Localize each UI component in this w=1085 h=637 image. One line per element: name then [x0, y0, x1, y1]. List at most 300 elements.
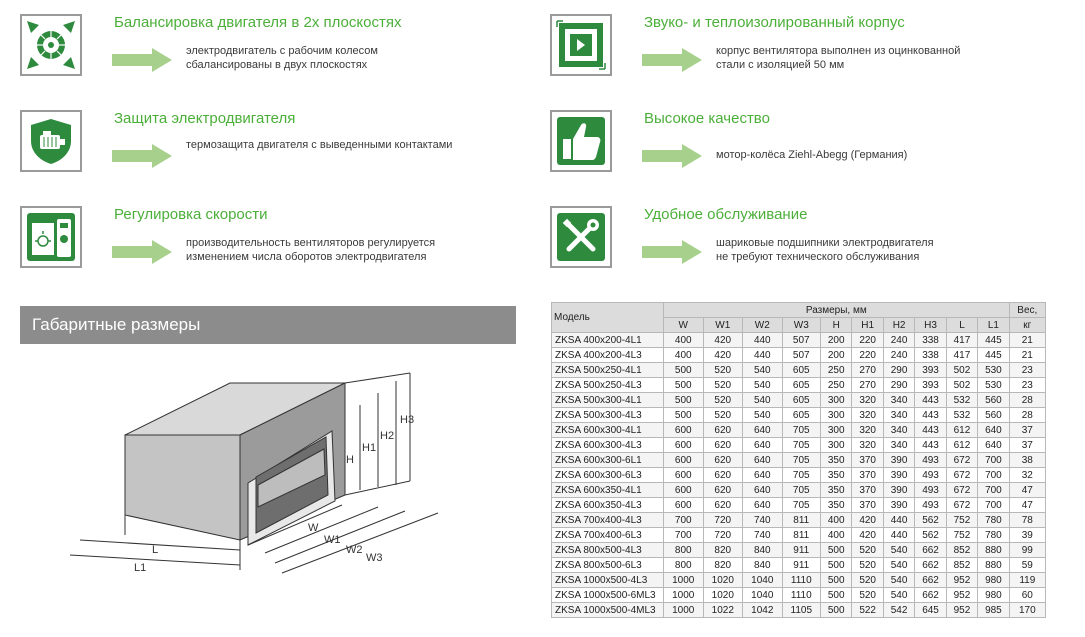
value-cell: 540	[883, 573, 914, 588]
value-cell: 390	[883, 468, 914, 483]
value-cell: 540	[743, 408, 783, 423]
value-cell: 220	[852, 348, 883, 363]
value-cell: 300	[821, 423, 852, 438]
value-cell: 493	[915, 483, 946, 498]
value-cell: 170	[1009, 603, 1045, 618]
value-cell: 240	[883, 348, 914, 363]
value-cell: 540	[743, 378, 783, 393]
value-cell: 300	[821, 408, 852, 423]
value-cell: 880	[978, 558, 1009, 573]
value-cell: 911	[782, 543, 820, 558]
value-cell: 1110	[782, 588, 820, 603]
value-cell: 532	[946, 393, 977, 408]
arrow-right-icon	[112, 48, 172, 72]
model-cell: ZKSA 1000x500-4ML3	[552, 603, 664, 618]
value-cell: 300	[821, 438, 852, 453]
specifications-table	[551, 302, 1046, 618]
value-cell: 420	[852, 513, 883, 528]
value-cell: 400	[821, 513, 852, 528]
value-cell: 350	[821, 483, 852, 498]
value-cell: 952	[946, 573, 977, 588]
value-cell: 540	[743, 363, 783, 378]
value-cell: 600	[664, 423, 704, 438]
column-header: H	[821, 318, 852, 333]
model-cell: ZKSA 700x400-4L3	[552, 513, 664, 528]
value-cell: 540	[883, 558, 914, 573]
value-cell: 752	[946, 513, 977, 528]
value-cell: 672	[946, 498, 977, 513]
value-cell: 620	[703, 423, 743, 438]
value-cell: 700	[978, 483, 1009, 498]
model-cell: ZKSA 500x250-4L3	[552, 378, 664, 393]
value-cell: 320	[852, 408, 883, 423]
value-cell: 440	[883, 513, 914, 528]
table-row	[552, 603, 1046, 618]
value-cell: 985	[978, 603, 1009, 618]
value-cell: 705	[782, 438, 820, 453]
feature-title: Удобное обслуживание	[644, 206, 808, 223]
value-cell: 522	[852, 603, 883, 618]
arrow-right-icon	[642, 240, 702, 264]
feature-description	[186, 44, 546, 72]
label-h2: H2	[380, 430, 395, 442]
column-header: W	[664, 318, 704, 333]
value-cell: 852	[946, 543, 977, 558]
table-row	[552, 588, 1046, 603]
label-h: H	[346, 454, 354, 466]
value-cell: 502	[946, 378, 977, 393]
value-cell: 605	[782, 408, 820, 423]
value-cell: 417	[946, 333, 977, 348]
feature-quality	[550, 110, 1070, 190]
value-cell: 560	[978, 393, 1009, 408]
value-cell: 612	[946, 423, 977, 438]
value-cell: 640	[743, 453, 783, 468]
value-cell: 420	[852, 528, 883, 543]
feature-title: Балансировка двигателя в 2х плоскостях	[114, 14, 402, 31]
value-cell: 612	[946, 438, 977, 453]
value-cell: 640	[743, 498, 783, 513]
value-cell: 390	[883, 453, 914, 468]
column-header: L1	[978, 318, 1009, 333]
column-header: L	[946, 318, 977, 333]
sizes-header: Размеры, мм	[664, 303, 1010, 318]
value-cell: 390	[883, 483, 914, 498]
table-row	[552, 408, 1046, 423]
model-cell: ZKSA 800x500-6L3	[552, 558, 664, 573]
value-cell: 270	[852, 363, 883, 378]
value-cell: 443	[915, 393, 946, 408]
label-w3: W3	[366, 552, 383, 564]
value-cell: 23	[1009, 378, 1045, 393]
value-cell: 493	[915, 468, 946, 483]
value-cell: 390	[883, 498, 914, 513]
weight-unit-header: кг	[1009, 318, 1045, 333]
value-cell: 28	[1009, 408, 1045, 423]
value-cell: 705	[782, 453, 820, 468]
value-cell: 500	[664, 363, 704, 378]
value-cell: 700	[978, 468, 1009, 483]
value-cell: 200	[821, 348, 852, 363]
label-w2: W2	[346, 544, 363, 556]
value-cell: 1040	[743, 573, 783, 588]
label-h1: H1	[362, 442, 377, 454]
value-cell: 37	[1009, 438, 1045, 453]
value-cell: 1042	[743, 603, 783, 618]
value-cell: 840	[743, 543, 783, 558]
feature-protection	[20, 110, 540, 190]
description-line: мотор-колёса Ziehl-Abegg (Германия)	[716, 149, 908, 161]
value-cell: 1000	[664, 588, 704, 603]
value-cell: 800	[664, 543, 704, 558]
value-cell: 290	[883, 363, 914, 378]
value-cell: 672	[946, 453, 977, 468]
value-cell: 880	[978, 543, 1009, 558]
feature-description	[716, 148, 1076, 162]
value-cell: 542	[883, 603, 914, 618]
table-row	[552, 573, 1046, 588]
column-header: H3	[915, 318, 946, 333]
model-cell: ZKSA 600x300-6L1	[552, 453, 664, 468]
feature-speed	[20, 206, 540, 286]
value-cell: 493	[915, 498, 946, 513]
description-line: корпус вентилятора выполнен из оцинкованной	[716, 45, 961, 57]
value-cell: 1105	[782, 603, 820, 618]
value-cell: 290	[883, 378, 914, 393]
value-cell: 720	[703, 513, 743, 528]
label-l: L	[152, 544, 159, 556]
value-cell: 740	[743, 528, 783, 543]
value-cell: 240	[883, 333, 914, 348]
value-cell: 840	[743, 558, 783, 573]
value-cell: 662	[915, 558, 946, 573]
value-cell: 980	[978, 573, 1009, 588]
model-cell: ZKSA 1000x500-4L3	[552, 573, 664, 588]
value-cell: 1040	[743, 588, 783, 603]
value-cell: 200	[821, 333, 852, 348]
value-cell: 23	[1009, 363, 1045, 378]
value-cell: 640	[743, 423, 783, 438]
feature-description	[716, 236, 1076, 264]
value-cell: 600	[664, 483, 704, 498]
value-cell: 520	[852, 588, 883, 603]
table-header-row	[552, 303, 1046, 318]
value-cell: 32	[1009, 468, 1045, 483]
value-cell: 800	[664, 558, 704, 573]
thumbs-up-icon	[550, 110, 612, 172]
model-cell: ZKSA 400x200-4L3	[552, 348, 664, 363]
value-cell: 220	[852, 333, 883, 348]
feature-insulation	[550, 14, 1070, 94]
value-cell: 500	[821, 573, 852, 588]
value-cell: 500	[664, 393, 704, 408]
value-cell: 393	[915, 378, 946, 393]
description-line: производительность вентиляторов регулируется	[186, 237, 436, 249]
model-cell: ZKSA 600x300-6L3	[552, 468, 664, 483]
value-cell: 445	[978, 333, 1009, 348]
value-cell: 620	[703, 438, 743, 453]
value-cell: 662	[915, 543, 946, 558]
model-cell: ZKSA 400x200-4L1	[552, 333, 664, 348]
value-cell: 417	[946, 348, 977, 363]
value-cell: 605	[782, 378, 820, 393]
table-row	[552, 453, 1046, 468]
value-cell: 420	[703, 348, 743, 363]
value-cell: 350	[821, 468, 852, 483]
motor-shield-icon	[20, 110, 82, 172]
value-cell: 300	[821, 393, 852, 408]
model-cell: ZKSA 500x300-4L3	[552, 408, 664, 423]
weight-header: Вес,	[1009, 303, 1045, 318]
value-cell: 705	[782, 423, 820, 438]
value-cell: 338	[915, 348, 946, 363]
feature-balance	[20, 14, 540, 94]
value-cell: 620	[703, 468, 743, 483]
insulated-box-icon	[550, 14, 612, 76]
feature-description	[186, 236, 546, 264]
value-cell: 520	[703, 393, 743, 408]
value-cell: 532	[946, 408, 977, 423]
label-w1: W1	[324, 534, 341, 546]
value-cell: 78	[1009, 513, 1045, 528]
model-cell: ZKSA 600x350-4L3	[552, 498, 664, 513]
label-h3: H3	[400, 414, 415, 426]
value-cell: 600	[664, 438, 704, 453]
arrow-right-icon	[642, 144, 702, 168]
value-cell: 338	[915, 333, 946, 348]
value-cell: 520	[703, 378, 743, 393]
value-cell: 645	[915, 603, 946, 618]
value-cell: 640	[743, 468, 783, 483]
value-cell: 520	[852, 573, 883, 588]
value-cell: 705	[782, 483, 820, 498]
table-row	[552, 423, 1046, 438]
value-cell: 500	[821, 543, 852, 558]
value-cell: 500	[664, 378, 704, 393]
value-cell: 520	[852, 543, 883, 558]
value-cell: 700	[978, 453, 1009, 468]
value-cell: 59	[1009, 558, 1045, 573]
model-cell: ZKSA 500x300-4L1	[552, 393, 664, 408]
description-line: термозащита двигателя с выведенными контактами	[186, 139, 453, 151]
description-line: электродвигатель с рабочим колесом	[186, 45, 378, 57]
table-row	[552, 363, 1046, 378]
table-row	[552, 513, 1046, 528]
model-cell: ZKSA 600x300-4L3	[552, 438, 664, 453]
model-cell: ZKSA 600x350-4L1	[552, 483, 664, 498]
value-cell: 60	[1009, 588, 1045, 603]
value-cell: 507	[782, 333, 820, 348]
value-cell: 720	[703, 528, 743, 543]
description-line: не требуют технического обслуживания	[716, 251, 920, 263]
value-cell: 605	[782, 393, 820, 408]
table-row	[552, 438, 1046, 453]
feature-description	[186, 138, 546, 152]
value-cell: 400	[821, 528, 852, 543]
value-cell: 37	[1009, 423, 1045, 438]
value-cell: 440	[743, 348, 783, 363]
value-cell: 500	[821, 588, 852, 603]
value-cell: 370	[852, 498, 883, 513]
value-cell: 600	[664, 453, 704, 468]
feature-title: Высокое качество	[644, 110, 770, 127]
table-row	[552, 558, 1046, 573]
value-cell: 540	[883, 588, 914, 603]
value-cell: 530	[978, 378, 1009, 393]
value-cell: 520	[703, 408, 743, 423]
value-cell: 99	[1009, 543, 1045, 558]
value-cell: 350	[821, 453, 852, 468]
value-cell: 662	[915, 573, 946, 588]
value-cell: 400	[664, 348, 704, 363]
value-cell: 852	[946, 558, 977, 573]
column-header: W1	[703, 318, 743, 333]
dimensions-header: Габаритные размеры	[20, 306, 516, 344]
description-line: стали с изоляцией 50 мм	[716, 59, 845, 71]
value-cell: 620	[703, 483, 743, 498]
value-cell: 370	[852, 453, 883, 468]
value-cell: 820	[703, 543, 743, 558]
feature-description	[716, 44, 1076, 72]
value-cell: 493	[915, 453, 946, 468]
table-row	[552, 498, 1046, 513]
arrow-right-icon	[112, 240, 172, 264]
table-row	[552, 528, 1046, 543]
value-cell: 400	[664, 333, 704, 348]
value-cell: 320	[852, 438, 883, 453]
value-cell: 705	[782, 468, 820, 483]
value-cell: 911	[782, 558, 820, 573]
model-header: Модель	[552, 303, 664, 333]
column-header: H1	[852, 318, 883, 333]
value-cell: 952	[946, 603, 977, 618]
value-cell: 270	[852, 378, 883, 393]
value-cell: 700	[664, 513, 704, 528]
value-cell: 21	[1009, 348, 1045, 363]
value-cell: 420	[703, 333, 743, 348]
value-cell: 47	[1009, 498, 1045, 513]
value-cell: 640	[743, 438, 783, 453]
value-cell: 620	[703, 498, 743, 513]
table-row	[552, 483, 1046, 498]
description-line: сбалансированы в двух плоскостях	[186, 59, 368, 71]
feature-title: Регулировка скорости	[114, 206, 268, 223]
value-cell: 38	[1009, 453, 1045, 468]
value-cell: 820	[703, 558, 743, 573]
model-cell: ZKSA 600x300-4L1	[552, 423, 664, 438]
column-header: H2	[883, 318, 914, 333]
value-cell: 520	[852, 558, 883, 573]
value-cell: 445	[978, 348, 1009, 363]
value-cell: 340	[883, 408, 914, 423]
value-cell: 370	[852, 468, 883, 483]
value-cell: 1110	[782, 573, 820, 588]
value-cell: 250	[821, 363, 852, 378]
value-cell: 952	[946, 588, 977, 603]
value-cell: 440	[883, 528, 914, 543]
value-cell: 320	[852, 423, 883, 438]
column-header: W2	[743, 318, 783, 333]
value-cell: 393	[915, 363, 946, 378]
value-cell: 340	[883, 438, 914, 453]
value-cell: 443	[915, 438, 946, 453]
value-cell: 250	[821, 378, 852, 393]
value-cell: 507	[782, 348, 820, 363]
value-cell: 1020	[703, 573, 743, 588]
value-cell: 47	[1009, 483, 1045, 498]
description-line: изменением числа оборотов электродвигателя	[186, 251, 427, 263]
value-cell: 500	[821, 603, 852, 618]
value-cell: 520	[703, 363, 743, 378]
model-cell: ZKSA 800x500-4L3	[552, 543, 664, 558]
value-cell: 21	[1009, 333, 1045, 348]
value-cell: 560	[978, 408, 1009, 423]
value-cell: 605	[782, 363, 820, 378]
table-row	[552, 393, 1046, 408]
wrench-screwdriver-icon	[550, 206, 612, 268]
value-cell: 640	[978, 438, 1009, 453]
value-cell: 620	[703, 453, 743, 468]
value-cell: 1020	[703, 588, 743, 603]
table-row	[552, 333, 1046, 348]
value-cell: 672	[946, 468, 977, 483]
value-cell: 530	[978, 363, 1009, 378]
table-body	[552, 333, 1046, 618]
model-cell: ZKSA 700x400-6L3	[552, 528, 664, 543]
value-cell: 443	[915, 408, 946, 423]
value-cell: 119	[1009, 573, 1045, 588]
value-cell: 440	[743, 333, 783, 348]
value-cell: 39	[1009, 528, 1045, 543]
value-cell: 980	[978, 588, 1009, 603]
value-cell: 340	[883, 393, 914, 408]
value-cell: 540	[883, 543, 914, 558]
value-cell: 562	[915, 528, 946, 543]
value-cell: 28	[1009, 393, 1045, 408]
value-cell: 502	[946, 363, 977, 378]
table-row	[552, 378, 1046, 393]
speed-controller-icon	[20, 206, 82, 268]
value-cell: 1022	[703, 603, 743, 618]
value-cell: 370	[852, 483, 883, 498]
value-cell: 752	[946, 528, 977, 543]
fan-balance-icon	[20, 14, 82, 76]
value-cell: 350	[821, 498, 852, 513]
value-cell: 443	[915, 423, 946, 438]
table-row	[552, 348, 1046, 363]
value-cell: 540	[743, 393, 783, 408]
value-cell: 672	[946, 483, 977, 498]
label-l1: L1	[134, 562, 147, 574]
model-cell: ZKSA 1000x500-6ML3	[552, 588, 664, 603]
value-cell: 811	[782, 513, 820, 528]
value-cell: 640	[743, 483, 783, 498]
feature-title: Звуко- и теплоизолированный корпус	[644, 14, 905, 31]
value-cell: 640	[978, 423, 1009, 438]
value-cell: 1000	[664, 573, 704, 588]
value-cell: 600	[664, 498, 704, 513]
value-cell: 600	[664, 468, 704, 483]
value-cell: 562	[915, 513, 946, 528]
value-cell: 740	[743, 513, 783, 528]
value-cell: 320	[852, 393, 883, 408]
value-cell: 1000	[664, 603, 704, 618]
feature-title: Защита электродвигателя	[114, 110, 296, 127]
feature-service	[550, 206, 1070, 286]
column-header: W3	[782, 318, 820, 333]
value-cell: 780	[978, 513, 1009, 528]
value-cell: 662	[915, 588, 946, 603]
